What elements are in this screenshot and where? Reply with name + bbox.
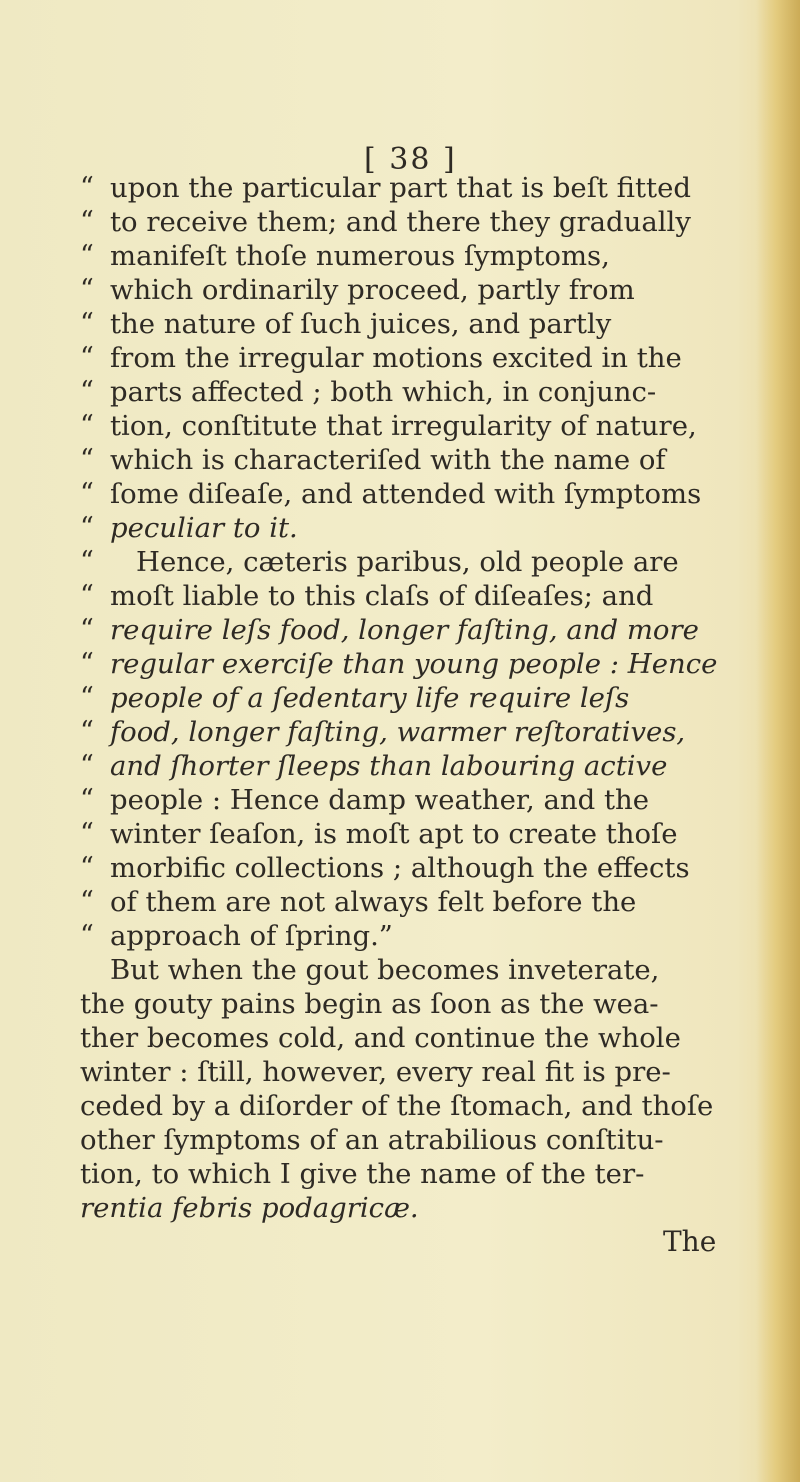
text-line: ſome diſeaſe, and attended with ſymptoms	[110, 478, 702, 510]
text-line: require leſs food, longer faſting, and more	[110, 614, 699, 646]
quote-mark: “	[80, 172, 94, 203]
quote-mark: “	[80, 410, 94, 441]
quote-mark: “	[80, 240, 94, 271]
text-line: winter : ſtill, however, every real fit is pre-	[80, 1056, 671, 1088]
quote-mark: “	[80, 546, 94, 577]
quote-mark: “	[80, 920, 94, 951]
text-line: peculiar to it.	[110, 512, 298, 544]
text-line: upon the particular part that is beſt fitted	[110, 172, 691, 204]
quote-mark: “	[80, 716, 94, 747]
text-line: tion, conſtitute that irregularity of nature,	[110, 410, 697, 442]
text-line: parts affected ; both which, in conjunc-	[110, 376, 657, 408]
text-line: tion, to which I give the name of the ter-	[80, 1158, 645, 1190]
text-line: which ordinarily proceed, partly from	[110, 274, 635, 306]
quote-mark: “	[80, 784, 94, 815]
page-number: [ 38 ]	[364, 142, 457, 177]
text-line: other ſymptoms of an atrabilious conſtitu-	[80, 1124, 664, 1156]
text-line: rentia febris podagricæ.	[80, 1192, 419, 1224]
quote-mark: “	[80, 444, 94, 475]
quote-mark: “	[80, 580, 94, 611]
text-line: from the irregular motions excited in the	[110, 342, 682, 374]
quote-mark: “	[80, 852, 94, 883]
catchword: The	[663, 1225, 717, 1258]
quote-mark: “	[80, 886, 94, 917]
text-line: of them are not always felt before the	[110, 886, 637, 918]
text-line: which is characteriſed with the name of	[110, 444, 666, 476]
quote-mark: “	[80, 512, 94, 543]
text-line: people of a ſedentary life require leſs	[110, 682, 630, 714]
quote-mark: “	[80, 614, 94, 645]
quote-mark: “	[80, 274, 94, 305]
quote-mark: “	[80, 478, 94, 509]
quote-mark: “	[80, 342, 94, 373]
text-line: regular exerciſe than young people : Hence	[110, 648, 718, 680]
text-line: the nature of ſuch juices, and partly	[110, 308, 612, 340]
text-line: Hence, cæteris paribus, old people are	[136, 546, 679, 578]
text-line: manifeſt thoſe numerous ſymptoms,	[110, 240, 610, 272]
text-line: food, longer faſting, warmer reſtoratives,	[110, 716, 686, 748]
text-line: and ſhorter ſleeps than labouring active	[110, 750, 668, 782]
quote-mark: “	[80, 376, 94, 407]
text-line: approach of ſpring.”	[110, 920, 393, 952]
quote-mark: “	[80, 818, 94, 849]
quote-mark: “	[80, 648, 94, 679]
text-line: ther becomes cold, and continue the whole	[80, 1022, 681, 1054]
text-line: to receive them; and there they gradually	[110, 206, 691, 238]
quote-mark: “	[80, 206, 94, 237]
page-edge-shading	[756, 0, 800, 1482]
text-line: the gouty pains begin as ſoon as the wea-	[80, 988, 659, 1020]
quote-mark: “	[80, 682, 94, 713]
quote-mark: “	[80, 750, 94, 781]
text-line: moſt liable to this claſs of diſeaſes; and	[110, 580, 654, 612]
text-line: morbific collections ; although the effects	[110, 852, 690, 884]
text-line: ceded by a diſorder of the ſtomach, and thoſe	[80, 1090, 714, 1122]
text-line: But when the gout becomes inveterate,	[110, 954, 660, 986]
quote-mark: “	[80, 308, 94, 339]
text-line: winter ſeaſon, is moſt apt to create thoſe	[110, 818, 678, 850]
text-line: people : Hence damp weather, and the	[110, 784, 650, 816]
